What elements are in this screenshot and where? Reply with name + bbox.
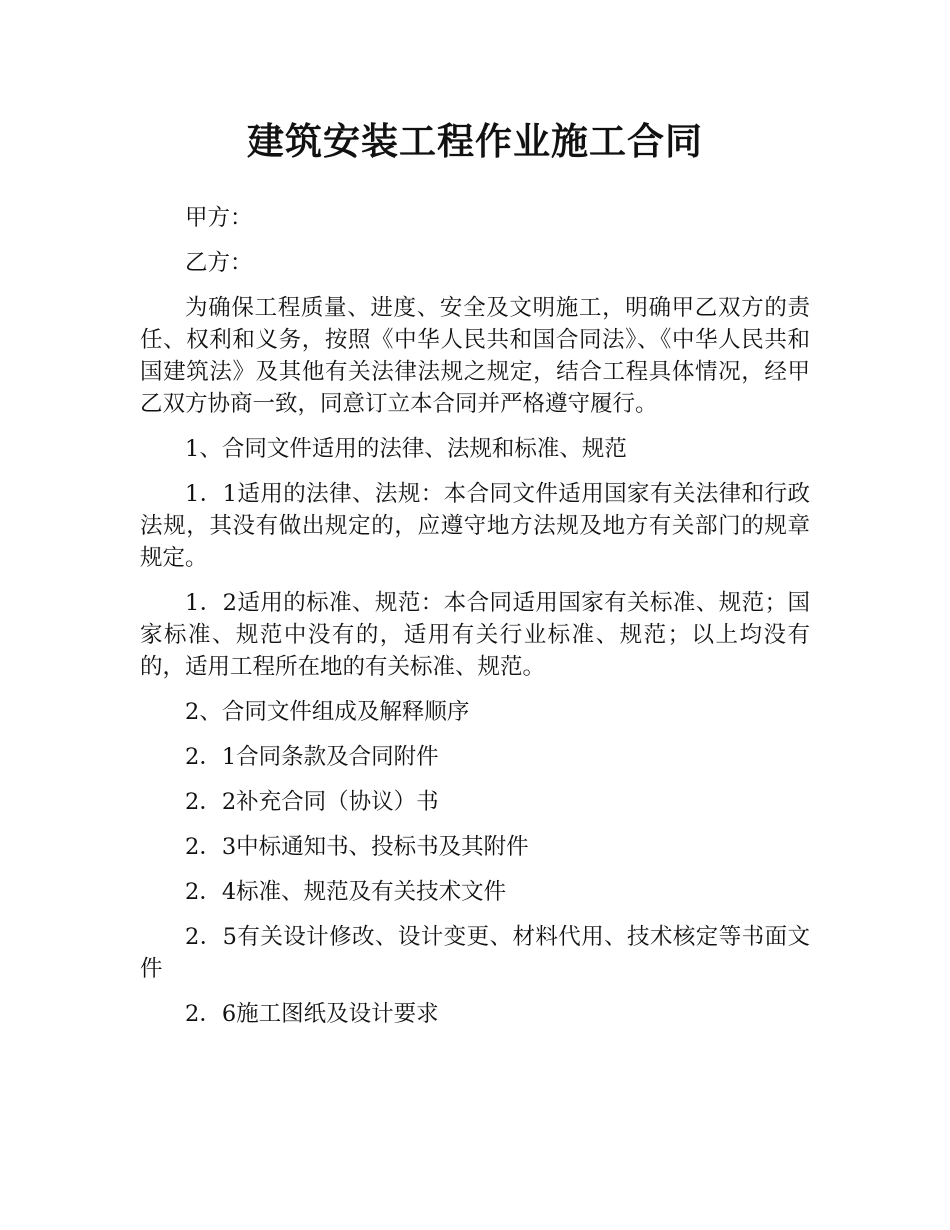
preamble-paragraph: 为确保工程质量、进度、安全及文明施工，明确甲乙双方的责任、权利和义务，按照《中华人民共和国合同法》、《中华人民共和国建筑法》及其他有关法律法规之规定，结合工程具体情况，经甲乙双方协商一致，同意订立本合同并严格遵守履行。 xyxy=(140,295,810,417)
clause-2-3: 2．3中标通知书、投标书及其附件 xyxy=(185,834,529,860)
document-body xyxy=(140,202,810,1043)
clause-1-1: 1．1适用的法律、法规：本合同文件适用国家有关法律和行政法规，其没有做出规定的，应遵守地方法规及地方有关部门的规章规定。 xyxy=(140,481,810,571)
clause-2-6: 2．6施工图纸及设计要求 xyxy=(185,1001,439,1027)
clause-2-2: 2．2补充合同（协议）书 xyxy=(185,789,439,815)
clause-2-4: 2．4标准、规范及有关技术文件 xyxy=(185,879,507,905)
section-2-heading: 2、合同文件组成及解释顺序 xyxy=(185,699,470,725)
clause-1-2: 1．2适用的标准、规范：本合同适用国家有关标准、规范；国家标准、规范中没有的，适用有关行业标准、规范；以上均没有的，适用工程所在地的有关标准、规范。 xyxy=(140,590,810,680)
document-title: 建筑安装工程作业施工合同 xyxy=(247,120,703,163)
party-a-line: 甲方： xyxy=(185,205,253,231)
section-1-heading: 1、合同文件适用的法律、法规和标准、规范 xyxy=(185,436,627,462)
party-b-line: 乙方： xyxy=(185,250,253,276)
clause-2-5: 2．5有关设计修改、设计变更、材料代用、技术核定等书面文件 xyxy=(140,924,810,982)
clause-2-1: 2．1合同条款及合同附件 xyxy=(185,744,439,770)
